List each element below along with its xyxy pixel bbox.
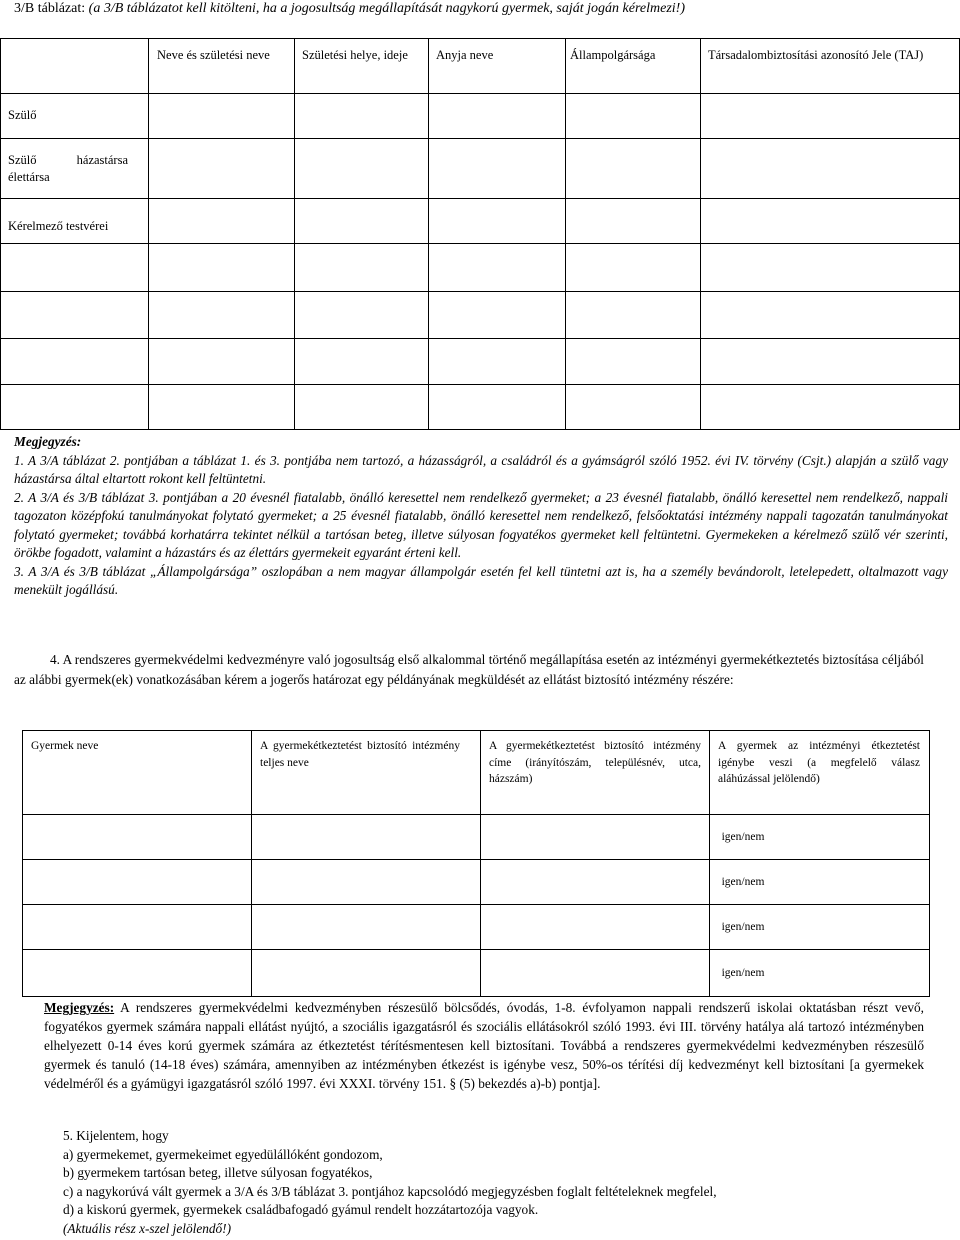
table-heading (14, 0, 954, 17)
point-4 (14, 650, 924, 689)
col-institution-name: A gyermekétkeztetést biztosító intézmény teljes neve (260, 740, 460, 769)
table-heading-prefix: 3/B táblázat: (14, 1, 89, 16)
note-1: 1. A 3/A táblázat 2. pontjában a táblázat 1. és 3. pontjába nem tartozó, a házasságról, a családról és a gyámságról szóló 1952. évi IV. törvény (Csjt.) alapján a szülő vagy házastársa által eltartott rokont kell feltüntetni. (14, 452, 948, 486)
table-heading-instruction: (a 3/B táblázatot kell kitölteni, ha a jogosultság megállapítását nagykorú gyermek, saját jogán kérelmezi!) (88, 1, 685, 16)
notes-title: Megjegyzés: (14, 434, 82, 449)
notes-2 (44, 998, 924, 1093)
meal-choice-2[interactable]: igen/nem (721, 876, 765, 888)
row-siblings: Kérelmező testvérei (8, 219, 109, 233)
declaration-line-b[interactable]: b) gyermekem tartósan beteg, illetve súlyosan fogyatékos, (63, 1165, 373, 1180)
col-child-name: Gyermek neve (31, 740, 99, 752)
col-meal-usage: A gyermek az intézményi étkeztetést igénybe veszi (a megfelelő válasz aláhúzással jelölendő) (718, 740, 920, 785)
col-citizenship: Állampolgársága (570, 48, 656, 62)
declaration (63, 1127, 923, 1238)
declaration-line-d[interactable]: d) a kiskorú gyermek, gyermekek családbafogadó gyámul rendelt hozzátartozója vagyok. (63, 1202, 539, 1217)
meal-choice-4[interactable]: igen/nem (721, 967, 765, 979)
col-taj: Társadalombiztosítási azonosító Jele (TAJ) (708, 48, 924, 62)
declaration-line-c[interactable]: c) a nagykorúvá vált gyermek a 3/A és 3/B táblázat 3. pontjához kapcsolódó megjegyzésben foglalt feltételeknek megfelel, (63, 1183, 717, 1199)
note-3: 3. A 3/A és 3/B táblázat „Állampolgársága” oszlopában a nem magyar állampolgár esetén fel kell tüntetni azt is, ha a személy bevándorolt, letelepedett, oltalmazott vagy menekült jogállású. (14, 563, 948, 597)
note-2: 2. A 3/A és 3/B táblázat 3. pontjában a 20 évesnél fiatalabb, önálló keresettel nem rendelkező gyermeket; a 23 évesnél fiatalabb, önálló keresettel nem rendelkező, nappali tagozaton középfokú tanulmányokat folytató gyermeket; a 25 évesnél fiatalabb, önálló keresettel nem rendelkező, felsőoktatási intézmény nappali tagozatán tanulmányokat folytató gyermeket; továbbá korhatárra tekintet nélkül a tartósan beteg, illetve súlyosan fogyatékos gyermeket kell feltüntetni. Gyermekeken a kérelmező szülő vér szerinti, örökbe fogadott, valamint a házastárs és az élettárs gyermekeit egyaránt érteni kell. (14, 489, 948, 560)
declaration-line-0: 5. Kijelentem, hogy (63, 1128, 169, 1143)
declaration-note: (Aktuális rész x-szel jelölendő!) (63, 1220, 232, 1236)
row-parent-spouse: Szülő házastársa élettársa (8, 153, 128, 184)
notes-2-title: Megjegyzés: (44, 1000, 115, 1015)
col-name: Neve és születési neve (157, 48, 270, 62)
meal-choice-1[interactable]: igen/nem (721, 831, 765, 843)
declaration-line-a[interactable]: a) gyermekemet, gyermekeimet egyedülállóként gondozom, (63, 1146, 383, 1162)
notes-2-text: A rendszeres gyermekvédelmi kedvezményben részesülő bölcsődés, óvodás, 1-8. évfolyamon nappali rendszerű iskolai oktatásban részt vevő, fogyatékos gyermek számára nappali ellátást nyújtó, a szociális igazgatásról és szociális ellátásokról szóló 1993. évi III. törvény hatálya alá tartozó intézményben elhelyezett 0-14 éves korú gyermek számára az étkeztetést térítésmentesen kell biztosítani. Továbbá a rendszeres gyermekvédelmi kedvezményben részesülő gyermek és tanuló (14-18 éves) számára, amennyiben az intézményben étkezést is igénybe vesz, 50%-os térítési díj kedvezményt kell biztosítani [a gyermekek védelméről és a gyámügyi igazgatásról szóló 1997. évi XXXI. törvény 151. § (5) bekezdés a)-b) pontja]. (44, 1000, 924, 1091)
col-birth: Születési helye, ideje (302, 48, 408, 62)
notes-section (14, 433, 948, 600)
row-parent: Szülő (8, 108, 37, 122)
child-meal-table (0, 730, 960, 1000)
col-mother: Anyja neve (436, 48, 494, 62)
family-table (0, 38, 960, 430)
point-4-text: 4. A rendszeres gyermekvédelmi kedvezményre való jogosultság első alkalommal történő megállapítása esetén az intézményi gyermekétkeztetés biztosítása céljából az alábbi gyermek(ek) vonatkozásában kérem a jogerős határozat egy példányának megküldését az ellátást biztosító intézmény részére: (14, 652, 924, 687)
meal-choice-3[interactable]: igen/nem (721, 921, 765, 933)
col-institution-address: A gyermekétkeztetést biztosító intézmény címe (irányítószám, településnév, utca, házszám) (489, 740, 701, 785)
